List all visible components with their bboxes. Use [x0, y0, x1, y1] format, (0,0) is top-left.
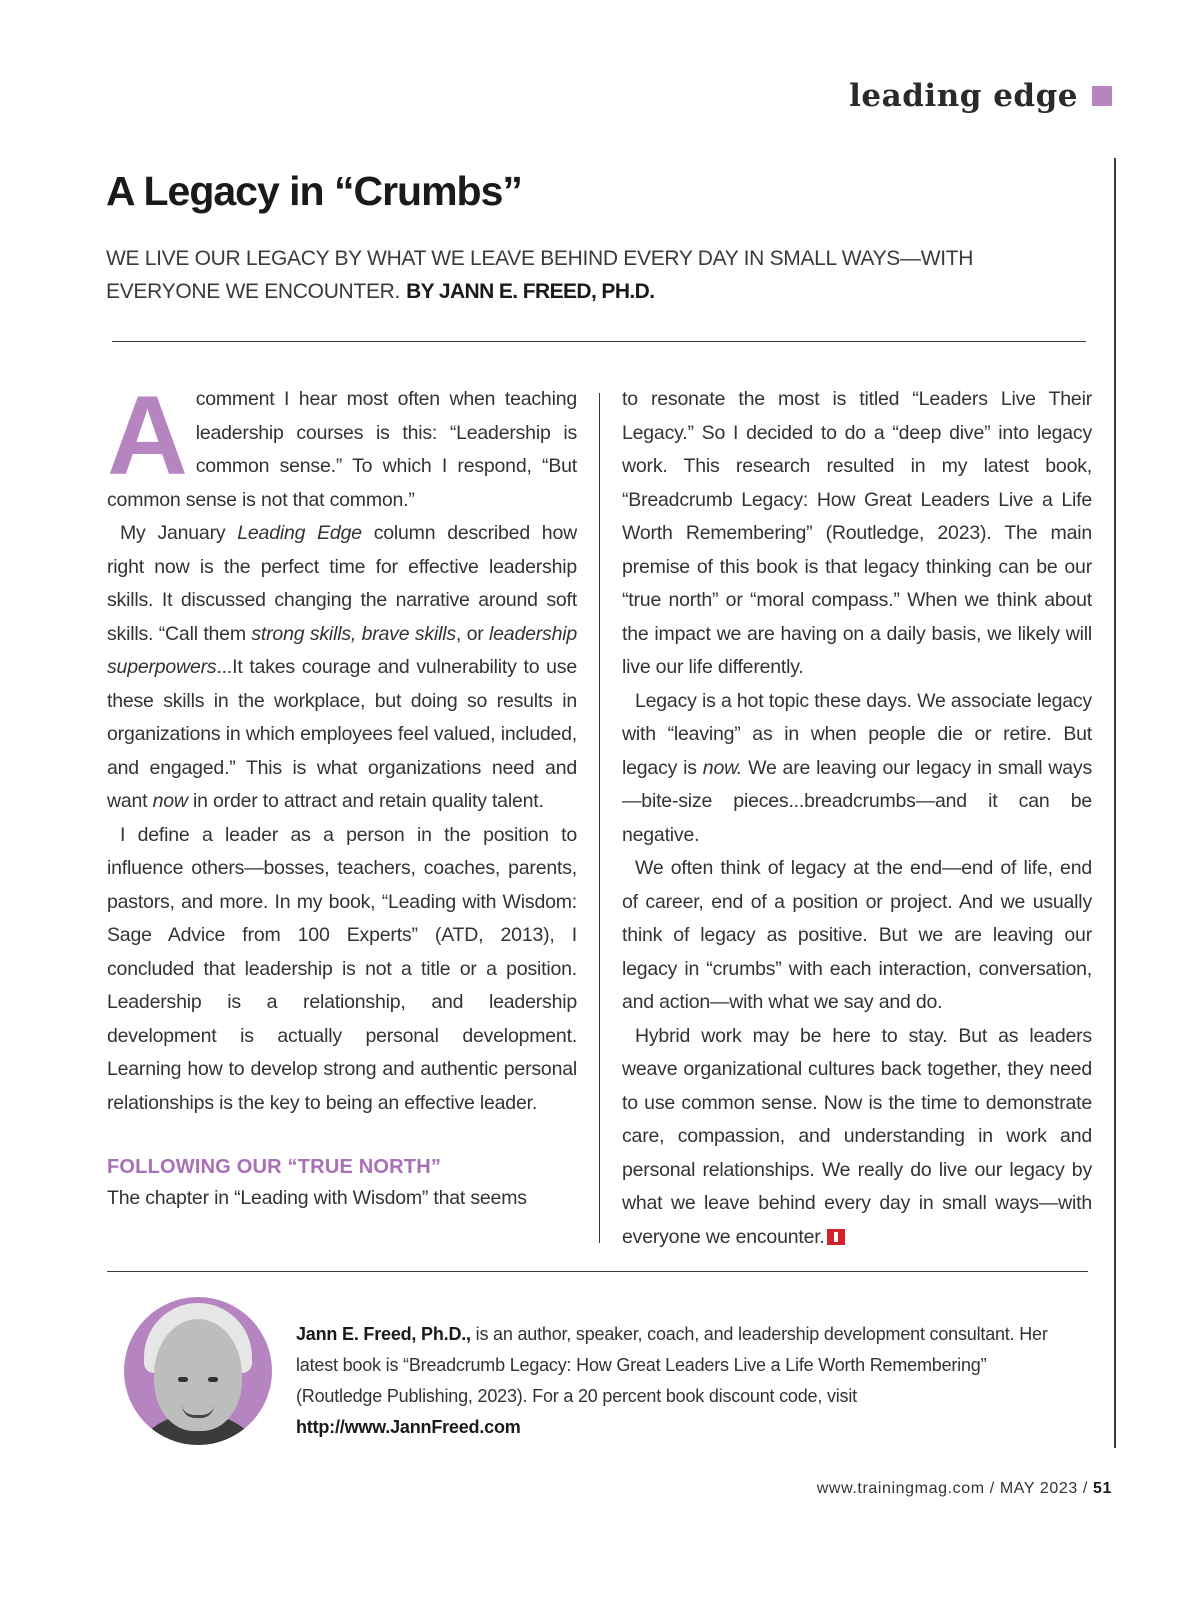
bottom-divider [107, 1271, 1088, 1272]
author-website-link[interactable]: http://www.JannFreed.com [296, 1417, 521, 1437]
paragraph-2 [107, 517, 577, 819]
paragraph-1-text: comment I hear most often when teaching leadership courses is this: “Leadership is common sense.” To which I respond, “But common sense is not that common.” [107, 388, 577, 511]
author-name: Jann E. Freed, Ph.D., [296, 1324, 471, 1344]
footer-site: www.trainingmag.com / MAY 2023 / [816, 1480, 1093, 1497]
article-deck [106, 242, 1006, 308]
column-right [622, 383, 1092, 1254]
emphasis-text: now. [702, 756, 743, 779]
section-tag-label: leading edge [849, 78, 1078, 114]
subhead: FOLLOWING OUR “TRUE NORTH” [107, 1156, 442, 1178]
emphasis-text: now [152, 790, 188, 812]
drop-cap: A [107, 373, 188, 498]
paragraph-8-text: Hybrid work may be here to stay. But as leaders weave organizational cultures back together, they need to use common sense. Now is the time to demonstrate care, compassion, and understanding in work and personal relationships. We really do live our legacy by what we leave behind every day in small ways—with everyone we encounter. [622, 1024, 1092, 1248]
paragraph-4: The chapter in “Leading with Wisdom” that seems [107, 1187, 527, 1209]
article-title: A Legacy in “Crumbs” [106, 168, 522, 214]
photo-eye [208, 1377, 218, 1382]
paragraph-5: to resonate the most is titled “Leaders Live Their Legacy.” So I decided to do a “deep dive” into legacy work. This research resulted in my latest book, “Breadcrumb Legacy: How Great Leaders Live a Life Worth Remembering” (Routledge, 2023). The main premise of this book is that legacy thinking can be our “true north” or “moral compass.” When we think about the impact we are having on a daily basis, we likely will live our life differently. [622, 388, 1092, 678]
emphasis-text: strong skills, brave skills [251, 622, 456, 645]
text-run: Legacy is a hot topic these days. We associate legacy with “leaving” as in when people die or retire. But legacy is [622, 689, 1092, 779]
author-bio [296, 1319, 1056, 1443]
photo-eye [178, 1377, 188, 1382]
bio-text: is an author, speaker, coach, and leadership development consultant. Her latest book is “Breadcrumb Legacy: How Great Leaders Live a Life Worth Remembering” (Routledge Publishing, 2023). For a 20 percent book discount code, visit [296, 1324, 1048, 1406]
text-run: ...It takes courage and vulnerability to use these skills in the workplace, but doing so results in organizations in which employees feel valued, included, and engaged.” This is what organizations need and want [107, 656, 577, 812]
text-run: , or [455, 622, 490, 645]
section-tag [849, 78, 1112, 114]
column-left [107, 373, 577, 1216]
text-run: in order to attract and retain quality talent. [187, 790, 544, 812]
paragraph-7: We often think of legacy at the end—end of life, end of career, end of a position or project. And we usually think of legacy as positive. But we are leaving our legacy in “crumbs” with each interaction, conversation, and action—with what we say and do. [622, 857, 1092, 1013]
emphasis-text: Leading Edge [237, 522, 362, 544]
page-number: 51 [1093, 1480, 1112, 1497]
byline: BY JANN E. FREED, PH.D. [406, 280, 655, 303]
author-photo [124, 1297, 272, 1445]
text-run: My January [120, 522, 238, 544]
deck-text: WE LIVE OUR LEGACY BY WHAT WE LEAVE BEHIND EVERY DAY IN SMALL WAYS—WITH EVERYONE WE ENCOUNTER. [106, 247, 974, 303]
column-divider [599, 393, 600, 1243]
emphasis-text: leadership superpowers [107, 622, 577, 678]
page-right-rule [1114, 158, 1116, 1448]
paragraph-3: I define a leader as a person in the position to influence others—bosses, teachers, coaches, parents, pastors, and more. In my book, “Leading with Wisdom: Sage Advice from 100 Experts” (ATD, 2013), I concluded that leadership is not a title or a position. Leadership is a relationship, and leadership development is actually personal development. Learning how to develop strong and authentic personal relationships is the key to being an effective leader. [107, 823, 577, 1114]
paragraph-8 [622, 1020, 1092, 1255]
top-divider [112, 341, 1086, 342]
section-square-icon [1092, 86, 1112, 106]
paragraph-1 [107, 373, 577, 517]
text-run: We are leaving our legacy in small ways—bite-size pieces...breadcrumbs—and it can be negative. [622, 756, 1092, 846]
page-footer [817, 1480, 1112, 1498]
paragraph-6 [622, 685, 1092, 853]
end-mark-icon [827, 1229, 845, 1245]
text-run: column described how right now is the perfect time for effective leadership skills. It discussed changing the narrative around soft skills. “Call them [107, 522, 577, 645]
